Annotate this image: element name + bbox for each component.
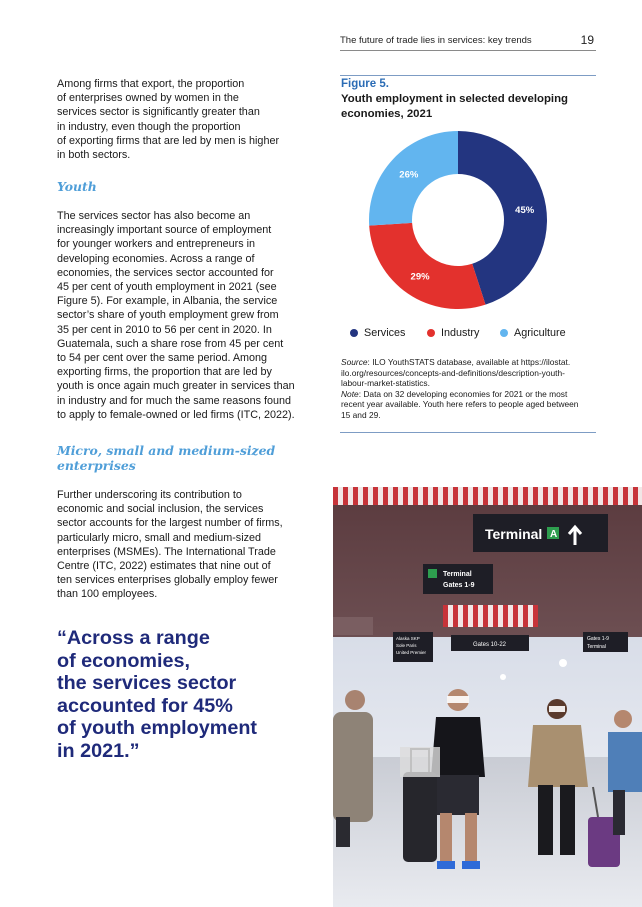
legend-item-industry	[427, 327, 479, 339]
legend-label-agriculture: Agriculture	[514, 327, 566, 339]
legend-label-industry: Industry	[441, 327, 480, 339]
figure-top-rule	[340, 75, 596, 76]
airport-scene	[333, 487, 642, 907]
source-label: Source	[341, 357, 368, 367]
note-line-1: Note: Data on 32 developing economies for 2021 or the most	[341, 388, 568, 399]
gates-sign-line2: Gates 1-9	[443, 582, 475, 589]
data-label-agriculture: 26%	[399, 169, 419, 181]
legend-label-services: Services	[364, 327, 406, 339]
youth-heading: Youth	[57, 179, 97, 194]
airline-sign-line2: Sole Paris	[396, 643, 417, 648]
data-label-industry: 29%	[410, 271, 430, 283]
airline-sign-line3: United Premier	[396, 650, 427, 655]
running-header	[340, 33, 596, 49]
legend-swatch-agriculture	[500, 329, 508, 337]
running-header-title: The future of trade lies in services: key trends	[340, 35, 532, 46]
gates-sign-line1: Terminal	[443, 571, 472, 578]
msme-heading: Micro, small and medium-sized enterprises	[57, 443, 276, 473]
page-number: 19	[580, 33, 594, 47]
left-wall	[333, 617, 373, 635]
pull-quote: “Across a range of economies, the services sector accounted for 45% of youth employment in 2021.”	[57, 627, 258, 762]
gates-sign-badge	[428, 569, 437, 578]
terminal-sign-text: Terminal	[485, 526, 543, 542]
legend-swatch-industry	[427, 329, 435, 337]
gates-sign	[423, 564, 493, 594]
youth-paragraph: The services sector has also become an increasingly important source of employment for younger workers and entrepreneurs in developing economies. Across a range of economies, the services sector accounted for 45 per cent of youth employment in 2021 (see Figure 5). For example, in Albania, the service sector’s share of youth employment grew from 35 per cent in 2010 to 56 per cent in 2020. In Guatemala, such a share rose from 45 per cent to 54 per cent over the same period. Among exporting firms, the proportion that are led by youth is once again much greater in services than in industry and for much the same reasons found to apply to female-owned or led firms (ITC, 2022).	[57, 210, 295, 421]
source-line-1: Source: ILO YouthSTATS database, available at https://ilostat.	[341, 357, 571, 367]
rolling-suitcase	[400, 747, 440, 862]
legend-swatch-services	[350, 329, 358, 337]
right-gates-sign-line1: Gates 1-9	[587, 636, 609, 642]
chart-legend	[350, 327, 590, 341]
right-gates-sign-line2: Terminal	[587, 644, 606, 650]
legend-item-agriculture	[500, 327, 566, 339]
intro-paragraph: Among firms that export, the proportion of enterprises owned by women in the services sector is significantly greater than in industry, even though the proportion of exporting firms that are led by men is higher in both sectors.	[57, 78, 280, 162]
msme-paragraph: Further underscoring its contribution to economic and social inclusion, the services sector accounts for the largest number of firms, particularly micro, small and medium-sized enterprises (MSMEs). The International Trade Centre (ITC, 2022) estimates that nine out of ten services enterprises globally employ fewer than 100 employees.	[57, 489, 283, 601]
flag-top	[333, 487, 642, 505]
airport-terminal-photo	[333, 487, 642, 907]
terminal-badge-text: A	[550, 529, 558, 540]
figure-notes: Source: ILO YouthSTATS database, available at https://ilostat. ilo.org/resources/concepts-and-definitions/description-youth- labour-market-statistics. Note: Data on 32 developing economies for 2021 or the most recent year available. Youth here refers to people aged between 15 and 29.	[341, 357, 597, 421]
figure-label: Figure 5.	[341, 78, 389, 90]
legend-item-services	[350, 327, 405, 339]
note-label: Note	[341, 388, 359, 399]
center-gates-sign-text: Gates 10-22	[473, 642, 507, 648]
ceiling-light	[559, 659, 567, 667]
figure-title: Youth employment in selected developing economies, 2021	[341, 93, 569, 120]
airline-sign-line1: Alaska SKP	[396, 636, 420, 641]
data-label-services: 45%	[515, 204, 535, 216]
figure-bottom-rule	[340, 432, 596, 433]
donut-chart	[360, 125, 560, 315]
flag-banner	[443, 605, 538, 627]
ceiling-light	[500, 674, 506, 680]
donut-slice-industry	[369, 223, 485, 309]
header-divider	[340, 50, 596, 51]
